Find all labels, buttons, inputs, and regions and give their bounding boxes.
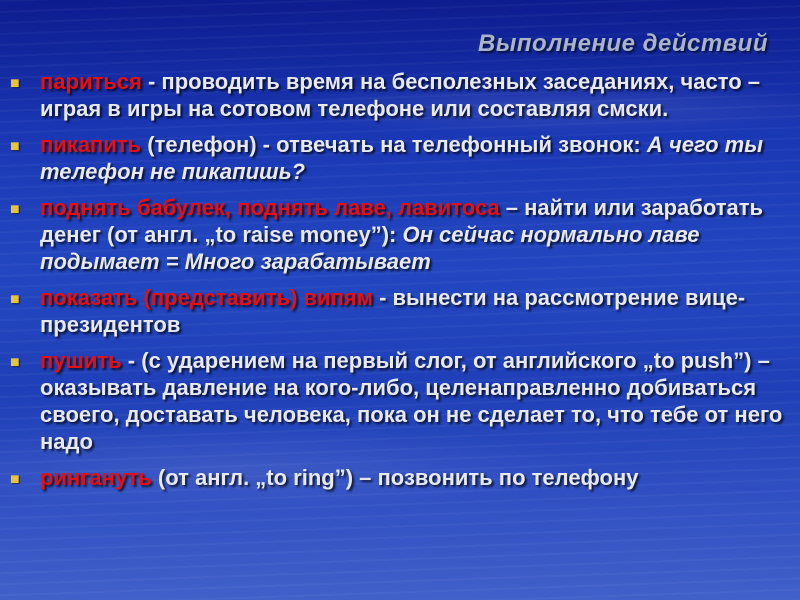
example: А чего ты телефон не пикапишь? (40, 132, 764, 184)
definition: – найти или заработать денег (от англ. „to raise money”): (40, 195, 764, 247)
square-bullet-icon: ■ (10, 75, 20, 92)
square-bullet-icon: ■ (10, 471, 20, 488)
term: пикапить (40, 132, 142, 157)
definition: (от англ. „to ring”) – позвонить по телефону (151, 465, 639, 490)
list-item (10, 131, 785, 185)
term: поднять бабулек, поднять лаве, лавитоса (40, 195, 500, 220)
list-item (10, 464, 785, 491)
term: пушить (40, 348, 122, 373)
slide-title: Выполнение действий (478, 30, 768, 57)
list-item (10, 284, 785, 338)
definition: - проводить время на бесполезных заседаниях, часто – играя в игры на сотовом телефоне или составляя смски. (40, 69, 761, 121)
square-bullet-icon: ■ (10, 354, 20, 371)
list-item (10, 194, 785, 275)
definition: - (с ударением на первый слог, от английского „to push”) – оказывать давление на кого-либо, целенаправленно добиваться своего, доставать человека, пока он не сделает то, что тебе от него надо (40, 348, 783, 454)
square-bullet-icon: ■ (10, 138, 20, 155)
list-item (10, 347, 785, 455)
term: париться (40, 69, 142, 94)
definition: (телефон) - отвечать на телефонный звонок: (141, 132, 647, 157)
square-bullet-icon: ■ (10, 201, 20, 218)
definition: - вынести на рассмотрение вице-президентов (40, 285, 746, 337)
definition-list (10, 68, 785, 500)
list-item (10, 68, 785, 122)
term: показать (представить) випям (40, 285, 373, 310)
square-bullet-icon: ■ (10, 291, 20, 308)
term: рингануть (40, 465, 152, 490)
example: Он сейчас нормально лаве подымает = Много зарабатывает (40, 222, 700, 274)
